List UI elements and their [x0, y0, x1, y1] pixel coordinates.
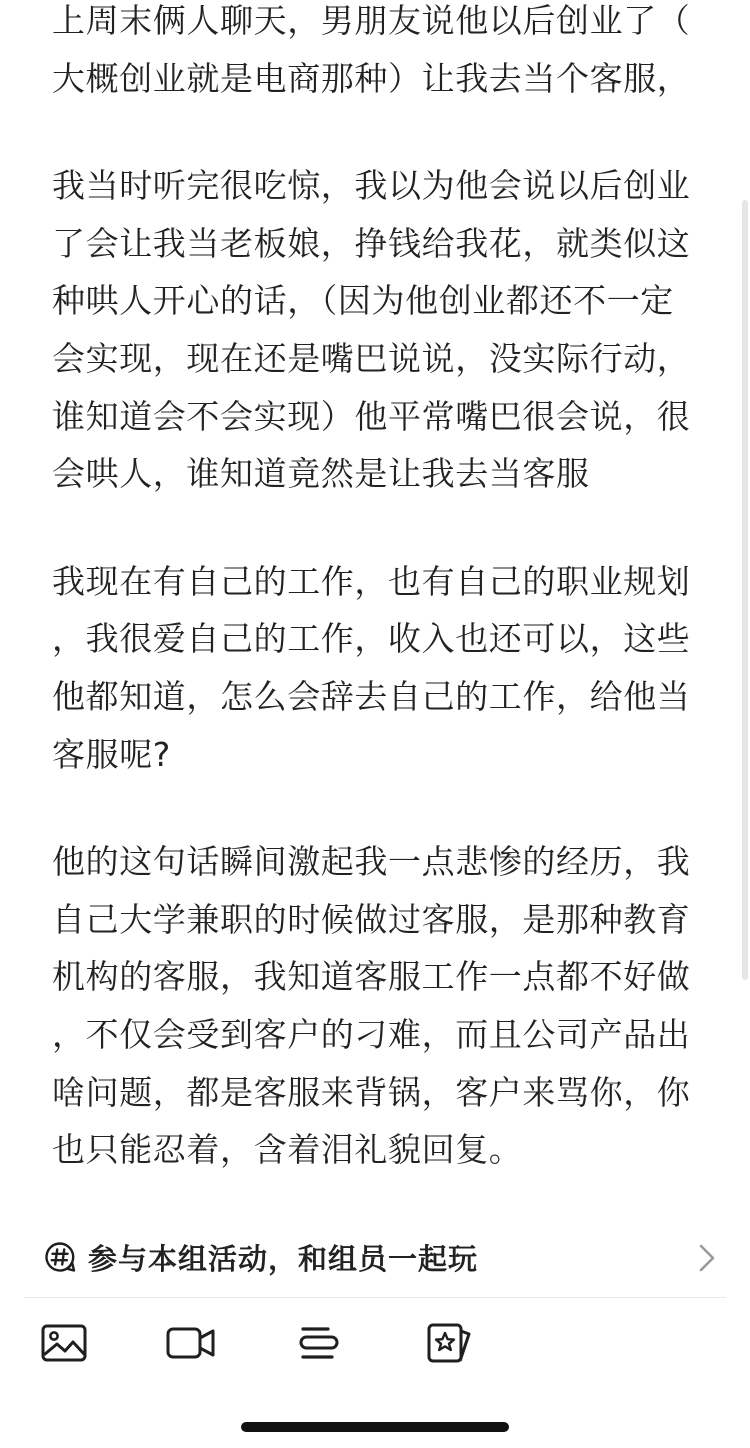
- post-paragraph-3: 我现在有自己的工作，也有自己的职业规划 ，我很爱自己的工作，收入也还可以，这些 他都知道，怎么会辞去自己的工作，给他当 客服呢?: [52, 561, 691, 774]
- insert-video-button[interactable]: [166, 1318, 216, 1368]
- post-paragraph-4: 他的这句话瞬间激起我一点悲惨的经历，我 自己大学兼职的时候做过客服，是那种教育 机构的客服，我知道客服工作一点都不好做 ，不仅会受到客户的刁难，而且公司产品出 啥问题，都是客服来背锅，客户来骂你，你 也只能忍着，含着泪礼貌回复。: [52, 842, 691, 1170]
- text-format-button[interactable]: [294, 1318, 344, 1368]
- insert-image-button[interactable]: [39, 1318, 89, 1368]
- post-paragraph-2: 我当时听完很吃惊，我以为他会说以后创业 了会让我当老板娘，挣钱给我花，就类似这 种哄人开心的话，（因为他创业都还不一定 会实现，现在还是嘴巴说说，没实际行动， 谁知道会不会实现）他平常嘴巴很会说，很 会哄人，谁知道竟然是让我去当客服: [52, 166, 691, 494]
- scrollbar[interactable]: [742, 200, 748, 980]
- video-icon: [166, 1325, 216, 1361]
- sticker-star-icon: [426, 1322, 472, 1364]
- topic-label: 参与本组活动，和组员一起玩: [88, 1241, 479, 1276]
- compose-toolbar: [0, 1318, 750, 1368]
- hashtag-chat-icon: [44, 1241, 76, 1273]
- sticker-button[interactable]: [424, 1318, 474, 1368]
- chevron-right-icon: [698, 1244, 716, 1272]
- home-indicator[interactable]: [241, 1422, 509, 1432]
- image-icon: [41, 1324, 87, 1362]
- post-paragraph-1: 上周末俩人聊天，男朋友说他以后创业了（ 大概创业就是电商那种）让我去当个客服，: [52, 1, 691, 98]
- join-group-activity-link[interactable]: [44, 1232, 724, 1282]
- text-format-icon: [298, 1323, 340, 1363]
- divider: [24, 1297, 726, 1298]
- post-body: [52, 0, 702, 1179]
